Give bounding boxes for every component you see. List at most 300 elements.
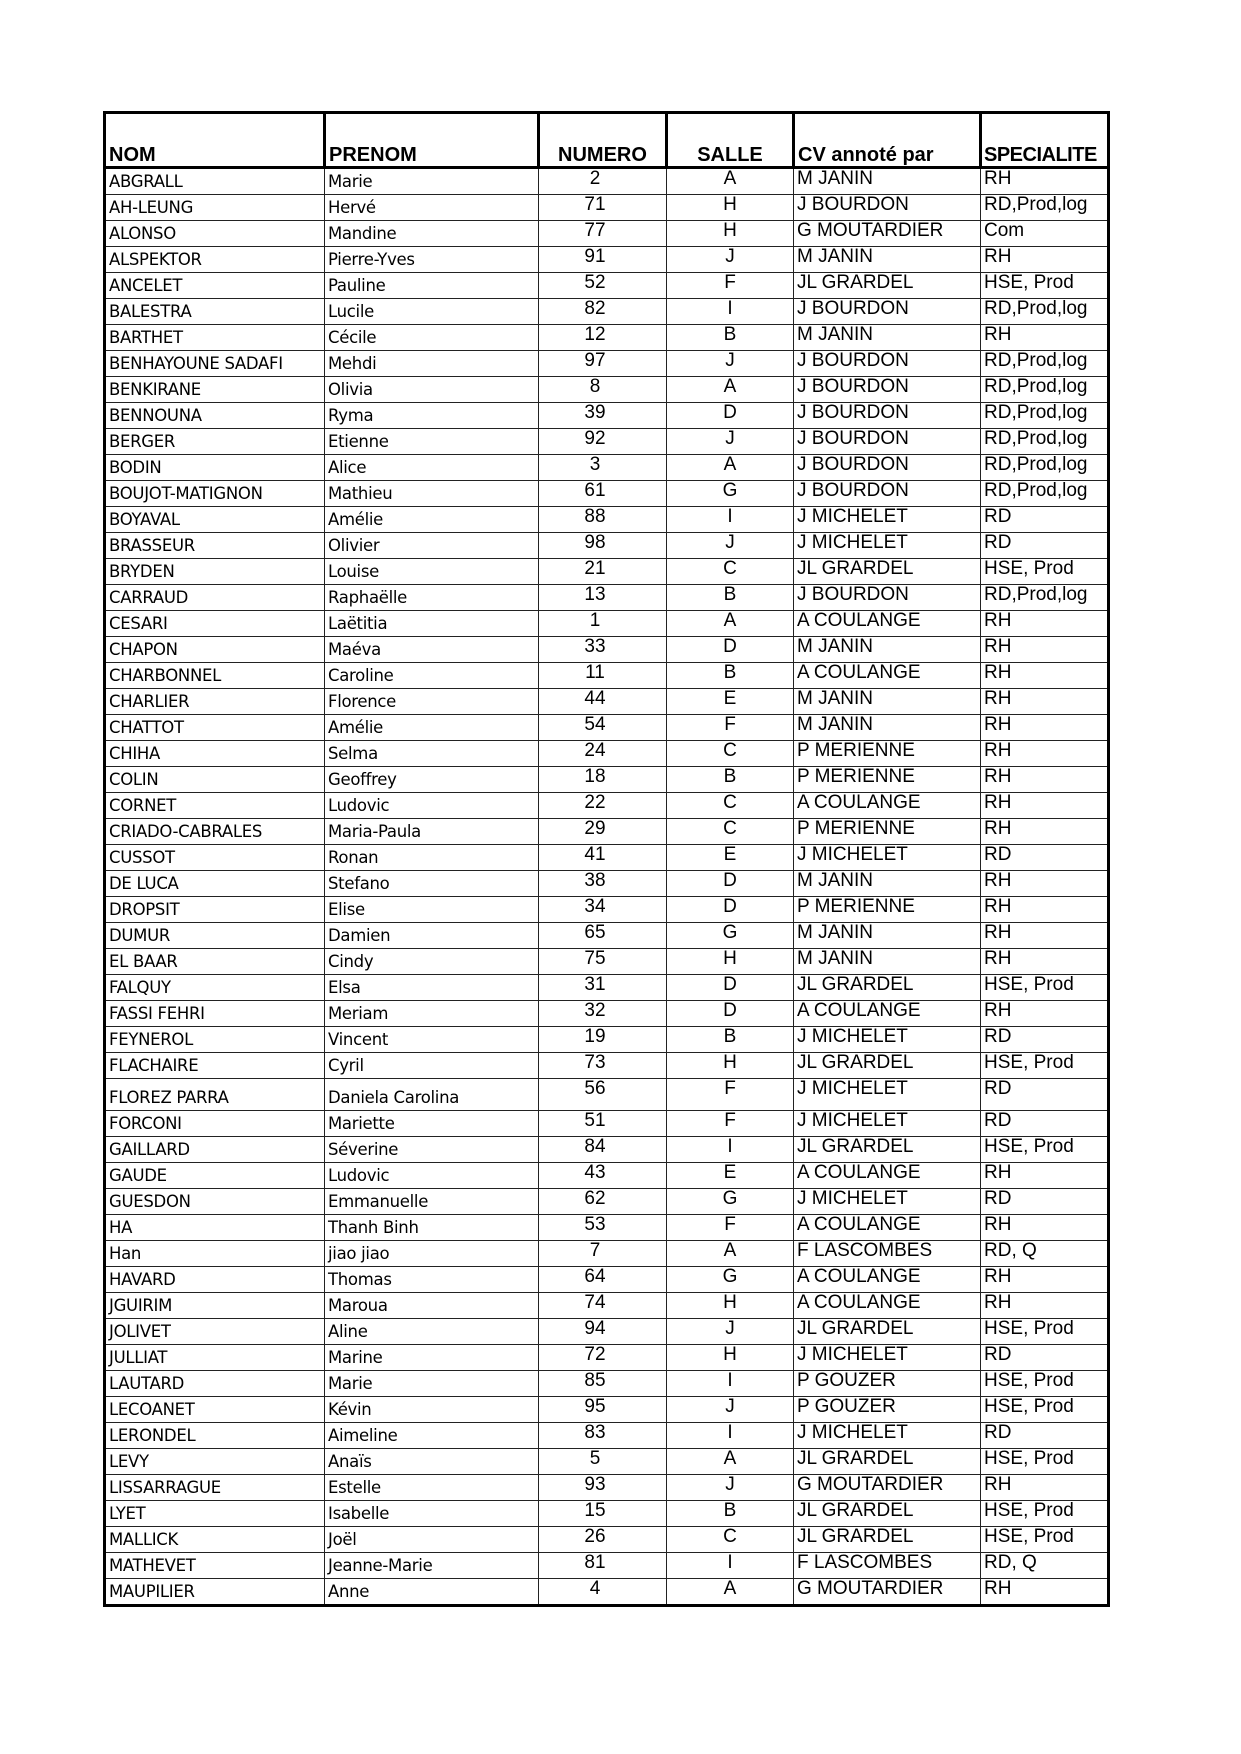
- cell-numero: 22: [539, 793, 667, 819]
- cell-salle: J: [667, 1475, 794, 1501]
- cell-salle: D: [667, 1001, 794, 1027]
- cell-prenom: Pierre-Yves: [325, 247, 539, 273]
- table-row: [105, 1053, 1109, 1079]
- cell-prenom: Mehdi: [325, 351, 539, 377]
- cell-nom: DROPSIT: [105, 897, 325, 923]
- cell-nom: ALSPEKTOR: [105, 247, 325, 273]
- cell-numero: 91: [539, 247, 667, 273]
- cell-nom: CARRAUD: [105, 585, 325, 611]
- cell-specialite: RD: [981, 1189, 1109, 1215]
- cell-nom: BOYAVAL: [105, 507, 325, 533]
- cell-nom: CUSSOT: [105, 845, 325, 871]
- cell-prenom: Mariette: [325, 1111, 539, 1137]
- cell-numero: 83: [539, 1423, 667, 1449]
- cell-numero: 74: [539, 1293, 667, 1319]
- cell-nom: BALESTRA: [105, 299, 325, 325]
- cell-salle: B: [667, 585, 794, 611]
- table-row: [105, 1371, 1109, 1397]
- cell-salle: E: [667, 845, 794, 871]
- table-row: [105, 299, 1109, 325]
- cell-salle: J: [667, 1319, 794, 1345]
- table-row: [105, 767, 1109, 793]
- cell-prenom: Thomas: [325, 1267, 539, 1293]
- cell-numero: 73: [539, 1053, 667, 1079]
- cell-prenom: Lucile: [325, 299, 539, 325]
- cell-salle: B: [667, 1027, 794, 1053]
- cell-nom: JULLIAT: [105, 1345, 325, 1371]
- cell-salle: F: [667, 1111, 794, 1137]
- cell-numero: 33: [539, 637, 667, 663]
- table-row: [105, 351, 1109, 377]
- cell-specialite: RH: [981, 767, 1109, 793]
- cell-numero: 65: [539, 923, 667, 949]
- cell-prenom: Olivier: [325, 533, 539, 559]
- candidates-table: [103, 111, 1110, 1607]
- cell-numero: 54: [539, 715, 667, 741]
- cell-cv-annote-par: P MERIENNE: [794, 767, 981, 793]
- cell-numero: 97: [539, 351, 667, 377]
- cell-prenom: Amélie: [325, 507, 539, 533]
- cell-salle: D: [667, 897, 794, 923]
- cell-prenom: Laëtitia: [325, 611, 539, 637]
- cell-nom: LISSARRAGUE: [105, 1475, 325, 1501]
- table-row: [105, 585, 1109, 611]
- table-row: [105, 1423, 1109, 1449]
- cell-specialite: RH: [981, 1267, 1109, 1293]
- cell-cv-annote-par: F LASCOMBES: [794, 1553, 981, 1579]
- table-row: [105, 429, 1109, 455]
- cell-cv-annote-par: J BOURDON: [794, 403, 981, 429]
- cell-cv-annote-par: A COULANGE: [794, 1267, 981, 1293]
- cell-prenom: jiao jiao: [325, 1241, 539, 1267]
- cell-prenom: Cindy: [325, 949, 539, 975]
- cell-nom: DUMUR: [105, 923, 325, 949]
- cell-cv-annote-par: P MERIENNE: [794, 741, 981, 767]
- cell-salle: F: [667, 1215, 794, 1241]
- cell-salle: C: [667, 1527, 794, 1553]
- cell-salle: B: [667, 767, 794, 793]
- cell-specialite: RD,Prod,log: [981, 455, 1109, 481]
- cell-specialite: RD,Prod,log: [981, 195, 1109, 221]
- cell-nom: LYET: [105, 1501, 325, 1527]
- table-row: [105, 1579, 1109, 1606]
- cell-specialite: RD: [981, 1423, 1109, 1449]
- cell-cv-annote-par: P MERIENNE: [794, 897, 981, 923]
- table-row: [105, 1163, 1109, 1189]
- cell-cv-annote-par: G MOUTARDIER: [794, 1579, 981, 1606]
- cell-cv-annote-par: M JANIN: [794, 715, 981, 741]
- cell-salle: B: [667, 663, 794, 689]
- cell-specialite: RD: [981, 1111, 1109, 1137]
- table-row: [105, 1397, 1109, 1423]
- header-nom: NOM: [105, 113, 325, 168]
- cell-cv-annote-par: P GOUZER: [794, 1397, 981, 1423]
- table-row: [105, 1501, 1109, 1527]
- header-salle: SALLE: [667, 113, 794, 168]
- table-row: [105, 403, 1109, 429]
- cell-cv-annote-par: J BOURDON: [794, 429, 981, 455]
- cell-salle: C: [667, 819, 794, 845]
- cell-cv-annote-par: J MICHELET: [794, 1423, 981, 1449]
- cell-salle: C: [667, 793, 794, 819]
- cell-prenom: Etienne: [325, 429, 539, 455]
- cell-prenom: Meriam: [325, 1001, 539, 1027]
- cell-prenom: Elise: [325, 897, 539, 923]
- table-row: [105, 455, 1109, 481]
- cell-numero: 15: [539, 1501, 667, 1527]
- cell-specialite: RD,Prod,log: [981, 351, 1109, 377]
- cell-specialite: RH: [981, 663, 1109, 689]
- cell-cv-annote-par: J MICHELET: [794, 845, 981, 871]
- cell-cv-annote-par: JL GRARDEL: [794, 975, 981, 1001]
- cell-numero: 1: [539, 611, 667, 637]
- cell-cv-annote-par: G MOUTARDIER: [794, 221, 981, 247]
- cell-cv-annote-par: P MERIENNE: [794, 819, 981, 845]
- cell-prenom: Isabelle: [325, 1501, 539, 1527]
- table-row: [105, 871, 1109, 897]
- cell-prenom: Thanh Binh: [325, 1215, 539, 1241]
- cell-specialite: RD: [981, 1079, 1109, 1111]
- cell-specialite: RH: [981, 819, 1109, 845]
- cell-prenom: Séverine: [325, 1137, 539, 1163]
- cell-cv-annote-par: J MICHELET: [794, 507, 981, 533]
- cell-specialite: RH: [981, 793, 1109, 819]
- cell-salle: J: [667, 533, 794, 559]
- cell-numero: 77: [539, 221, 667, 247]
- cell-numero: 98: [539, 533, 667, 559]
- table-row: [105, 1449, 1109, 1475]
- cell-nom: FEYNEROL: [105, 1027, 325, 1053]
- cell-prenom: Ronan: [325, 845, 539, 871]
- cell-salle: C: [667, 741, 794, 767]
- table-row: [105, 559, 1109, 585]
- cell-prenom: Anaïs: [325, 1449, 539, 1475]
- cell-numero: 19: [539, 1027, 667, 1053]
- cell-numero: 2: [539, 168, 667, 195]
- table-row: [105, 507, 1109, 533]
- cell-numero: 94: [539, 1319, 667, 1345]
- cell-specialite: HSE, Prod: [981, 1053, 1109, 1079]
- cell-numero: 52: [539, 273, 667, 299]
- cell-specialite: RH: [981, 637, 1109, 663]
- cell-salle: H: [667, 1053, 794, 1079]
- cell-cv-annote-par: A COULANGE: [794, 1293, 981, 1319]
- cell-prenom: Cécile: [325, 325, 539, 351]
- cell-cv-annote-par: A COULANGE: [794, 793, 981, 819]
- cell-cv-annote-par: J MICHELET: [794, 1079, 981, 1111]
- cell-numero: 51: [539, 1111, 667, 1137]
- cell-prenom: Olivia: [325, 377, 539, 403]
- table-row: [105, 481, 1109, 507]
- cell-salle: C: [667, 559, 794, 585]
- cell-numero: 12: [539, 325, 667, 351]
- cell-numero: 43: [539, 1163, 667, 1189]
- cell-prenom: Ludovic: [325, 1163, 539, 1189]
- cell-specialite: HSE, Prod: [981, 1397, 1109, 1423]
- cell-prenom: Geoffrey: [325, 767, 539, 793]
- table-row: [105, 1475, 1109, 1501]
- cell-specialite: RD: [981, 845, 1109, 871]
- table-row: [105, 195, 1109, 221]
- cell-nom: ABGRALL: [105, 168, 325, 195]
- cell-numero: 61: [539, 481, 667, 507]
- cell-specialite: HSE, Prod: [981, 1137, 1109, 1163]
- table-row: [105, 1079, 1109, 1111]
- cell-salle: J: [667, 247, 794, 273]
- table-row: [105, 273, 1109, 299]
- cell-cv-annote-par: JL GRARDEL: [794, 1449, 981, 1475]
- cell-numero: 64: [539, 1267, 667, 1293]
- table-row: [105, 168, 1109, 195]
- cell-salle: D: [667, 975, 794, 1001]
- cell-prenom: Maéva: [325, 637, 539, 663]
- cell-specialite: RH: [981, 247, 1109, 273]
- cell-numero: 11: [539, 663, 667, 689]
- cell-cv-annote-par: J BOURDON: [794, 377, 981, 403]
- cell-salle: E: [667, 1163, 794, 1189]
- cell-nom: BENHAYOUNE SADAFI: [105, 351, 325, 377]
- cell-specialite: HSE, Prod: [981, 1371, 1109, 1397]
- cell-salle: B: [667, 1501, 794, 1527]
- table-row: [105, 1345, 1109, 1371]
- cell-specialite: RD,Prod,log: [981, 429, 1109, 455]
- cell-cv-annote-par: M JANIN: [794, 923, 981, 949]
- cell-nom: BENNOUNA: [105, 403, 325, 429]
- cell-salle: A: [667, 1241, 794, 1267]
- cell-numero: 29: [539, 819, 667, 845]
- cell-numero: 84: [539, 1137, 667, 1163]
- cell-nom: FALQUY: [105, 975, 325, 1001]
- cell-specialite: RD,Prod,log: [981, 403, 1109, 429]
- cell-prenom: Amélie: [325, 715, 539, 741]
- table-row: [105, 845, 1109, 871]
- cell-specialite: Com: [981, 221, 1109, 247]
- cell-salle: A: [667, 168, 794, 195]
- cell-prenom: Anne: [325, 1579, 539, 1606]
- cell-numero: 44: [539, 689, 667, 715]
- cell-numero: 81: [539, 1553, 667, 1579]
- cell-specialite: RH: [981, 1293, 1109, 1319]
- cell-nom: ANCELET: [105, 273, 325, 299]
- table-row: [105, 1267, 1109, 1293]
- cell-nom: JOLIVET: [105, 1319, 325, 1345]
- cell-cv-annote-par: J BOURDON: [794, 299, 981, 325]
- cell-prenom: Louise: [325, 559, 539, 585]
- cell-nom: MATHEVET: [105, 1553, 325, 1579]
- table-row: [105, 1001, 1109, 1027]
- table-row: [105, 377, 1109, 403]
- cell-numero: 75: [539, 949, 667, 975]
- cell-specialite: HSE, Prod: [981, 559, 1109, 585]
- cell-nom: GAUDE: [105, 1163, 325, 1189]
- cell-prenom: Estelle: [325, 1475, 539, 1501]
- cell-nom: CHARLIER: [105, 689, 325, 715]
- cell-salle: A: [667, 1579, 794, 1606]
- cell-salle: F: [667, 1079, 794, 1111]
- cell-specialite: RH: [981, 611, 1109, 637]
- cell-salle: A: [667, 1449, 794, 1475]
- cell-specialite: RH: [981, 923, 1109, 949]
- cell-numero: 34: [539, 897, 667, 923]
- cell-numero: 3: [539, 455, 667, 481]
- table-row: [105, 741, 1109, 767]
- cell-cv-annote-par: JL GRARDEL: [794, 1319, 981, 1345]
- cell-prenom: Ryma: [325, 403, 539, 429]
- cell-numero: 72: [539, 1345, 667, 1371]
- cell-salle: H: [667, 195, 794, 221]
- header-prenom: PRENOM: [325, 113, 539, 168]
- table-body: [105, 168, 1109, 1606]
- cell-specialite: RH: [981, 1163, 1109, 1189]
- cell-specialite: RH: [981, 1579, 1109, 1606]
- cell-salle: I: [667, 1137, 794, 1163]
- cell-cv-annote-par: A COULANGE: [794, 1163, 981, 1189]
- cell-salle: B: [667, 325, 794, 351]
- cell-nom: CHIHA: [105, 741, 325, 767]
- cell-nom: Han: [105, 1241, 325, 1267]
- cell-numero: 13: [539, 585, 667, 611]
- cell-specialite: RH: [981, 1215, 1109, 1241]
- cell-salle: I: [667, 1423, 794, 1449]
- cell-specialite: HSE, Prod: [981, 1527, 1109, 1553]
- cell-nom: ALONSO: [105, 221, 325, 247]
- cell-cv-annote-par: J BOURDON: [794, 481, 981, 507]
- cell-cv-annote-par: J BOURDON: [794, 455, 981, 481]
- cell-cv-annote-par: JL GRARDEL: [794, 559, 981, 585]
- cell-numero: 18: [539, 767, 667, 793]
- cell-salle: H: [667, 1293, 794, 1319]
- cell-prenom: Maroua: [325, 1293, 539, 1319]
- cell-numero: 7: [539, 1241, 667, 1267]
- cell-numero: 82: [539, 299, 667, 325]
- cell-numero: 85: [539, 1371, 667, 1397]
- cell-numero: 38: [539, 871, 667, 897]
- cell-numero: 4: [539, 1579, 667, 1606]
- cell-numero: 71: [539, 195, 667, 221]
- cell-nom: LEVY: [105, 1449, 325, 1475]
- cell-salle: G: [667, 1267, 794, 1293]
- cell-specialite: RH: [981, 741, 1109, 767]
- cell-cv-annote-par: J BOURDON: [794, 195, 981, 221]
- cell-specialite: RD,Prod,log: [981, 299, 1109, 325]
- cell-specialite: RD: [981, 507, 1109, 533]
- cell-salle: D: [667, 871, 794, 897]
- cell-cv-annote-par: JL GRARDEL: [794, 1527, 981, 1553]
- cell-cv-annote-par: J MICHELET: [794, 533, 981, 559]
- cell-cv-annote-par: P GOUZER: [794, 1371, 981, 1397]
- cell-cv-annote-par: M JANIN: [794, 168, 981, 195]
- cell-specialite: RH: [981, 325, 1109, 351]
- cell-salle: A: [667, 611, 794, 637]
- cell-numero: 92: [539, 429, 667, 455]
- table-row: [105, 975, 1109, 1001]
- cell-prenom: Stefano: [325, 871, 539, 897]
- cell-nom: BRASSEUR: [105, 533, 325, 559]
- table-header: [105, 113, 1109, 168]
- table-row: [105, 1027, 1109, 1053]
- table-row: [105, 1137, 1109, 1163]
- cell-specialite: RD, Q: [981, 1241, 1109, 1267]
- table-row: [105, 1241, 1109, 1267]
- cell-prenom: Elsa: [325, 975, 539, 1001]
- cell-numero: 5: [539, 1449, 667, 1475]
- cell-nom: JGUIRIM: [105, 1293, 325, 1319]
- cell-nom: FLACHAIRE: [105, 1053, 325, 1079]
- cell-nom: CRIADO-CABRALES: [105, 819, 325, 845]
- cell-numero: 31: [539, 975, 667, 1001]
- cell-salle: D: [667, 637, 794, 663]
- table-row: [105, 689, 1109, 715]
- cell-nom: CHAPON: [105, 637, 325, 663]
- cell-salle: H: [667, 949, 794, 975]
- cell-cv-annote-par: J MICHELET: [794, 1189, 981, 1215]
- cell-nom: HA: [105, 1215, 325, 1241]
- cell-nom: BODIN: [105, 455, 325, 481]
- cell-numero: 95: [539, 1397, 667, 1423]
- cell-prenom: Aline: [325, 1319, 539, 1345]
- cell-salle: J: [667, 351, 794, 377]
- cell-numero: 56: [539, 1079, 667, 1111]
- cell-nom: MAUPILIER: [105, 1579, 325, 1606]
- cell-nom: HAVARD: [105, 1267, 325, 1293]
- cell-prenom: Marine: [325, 1345, 539, 1371]
- cell-nom: BENKIRANE: [105, 377, 325, 403]
- cell-specialite: RD,Prod,log: [981, 481, 1109, 507]
- cell-nom: AH-LEUNG: [105, 195, 325, 221]
- cell-nom: FASSI FEHRI: [105, 1001, 325, 1027]
- cell-specialite: HSE, Prod: [981, 273, 1109, 299]
- cell-specialite: RD,Prod,log: [981, 585, 1109, 611]
- cell-cv-annote-par: G MOUTARDIER: [794, 1475, 981, 1501]
- cell-prenom: Selma: [325, 741, 539, 767]
- cell-salle: I: [667, 1553, 794, 1579]
- cell-numero: 39: [539, 403, 667, 429]
- cell-specialite: RD,Prod,log: [981, 377, 1109, 403]
- table-row: [105, 793, 1109, 819]
- cell-cv-annote-par: M JANIN: [794, 325, 981, 351]
- header-numero: NUMERO: [539, 113, 667, 168]
- cell-cv-annote-par: M JANIN: [794, 871, 981, 897]
- cell-specialite: RH: [981, 1475, 1109, 1501]
- cell-specialite: RH: [981, 949, 1109, 975]
- cell-numero: 26: [539, 1527, 667, 1553]
- cell-specialite: RH: [981, 871, 1109, 897]
- cell-prenom: Hervé: [325, 195, 539, 221]
- table-row: [105, 949, 1109, 975]
- cell-nom: BERGER: [105, 429, 325, 455]
- cell-specialite: RD: [981, 1027, 1109, 1053]
- cell-nom: GUESDON: [105, 1189, 325, 1215]
- cell-salle: G: [667, 1189, 794, 1215]
- cell-nom: LECOANET: [105, 1397, 325, 1423]
- cell-nom: FLOREZ PARRA: [105, 1079, 325, 1111]
- table-row: [105, 1293, 1109, 1319]
- cell-prenom: Caroline: [325, 663, 539, 689]
- cell-prenom: Joël: [325, 1527, 539, 1553]
- cell-numero: 8: [539, 377, 667, 403]
- cell-specialite: HSE, Prod: [981, 1319, 1109, 1345]
- cell-cv-annote-par: A COULANGE: [794, 663, 981, 689]
- table-row: [105, 1189, 1109, 1215]
- cell-nom: COLIN: [105, 767, 325, 793]
- cell-numero: 41: [539, 845, 667, 871]
- cell-prenom: Marie: [325, 168, 539, 195]
- cell-salle: I: [667, 1371, 794, 1397]
- table-row: [105, 325, 1109, 351]
- cell-nom: CORNET: [105, 793, 325, 819]
- cell-specialite: RH: [981, 715, 1109, 741]
- cell-prenom: Cyril: [325, 1053, 539, 1079]
